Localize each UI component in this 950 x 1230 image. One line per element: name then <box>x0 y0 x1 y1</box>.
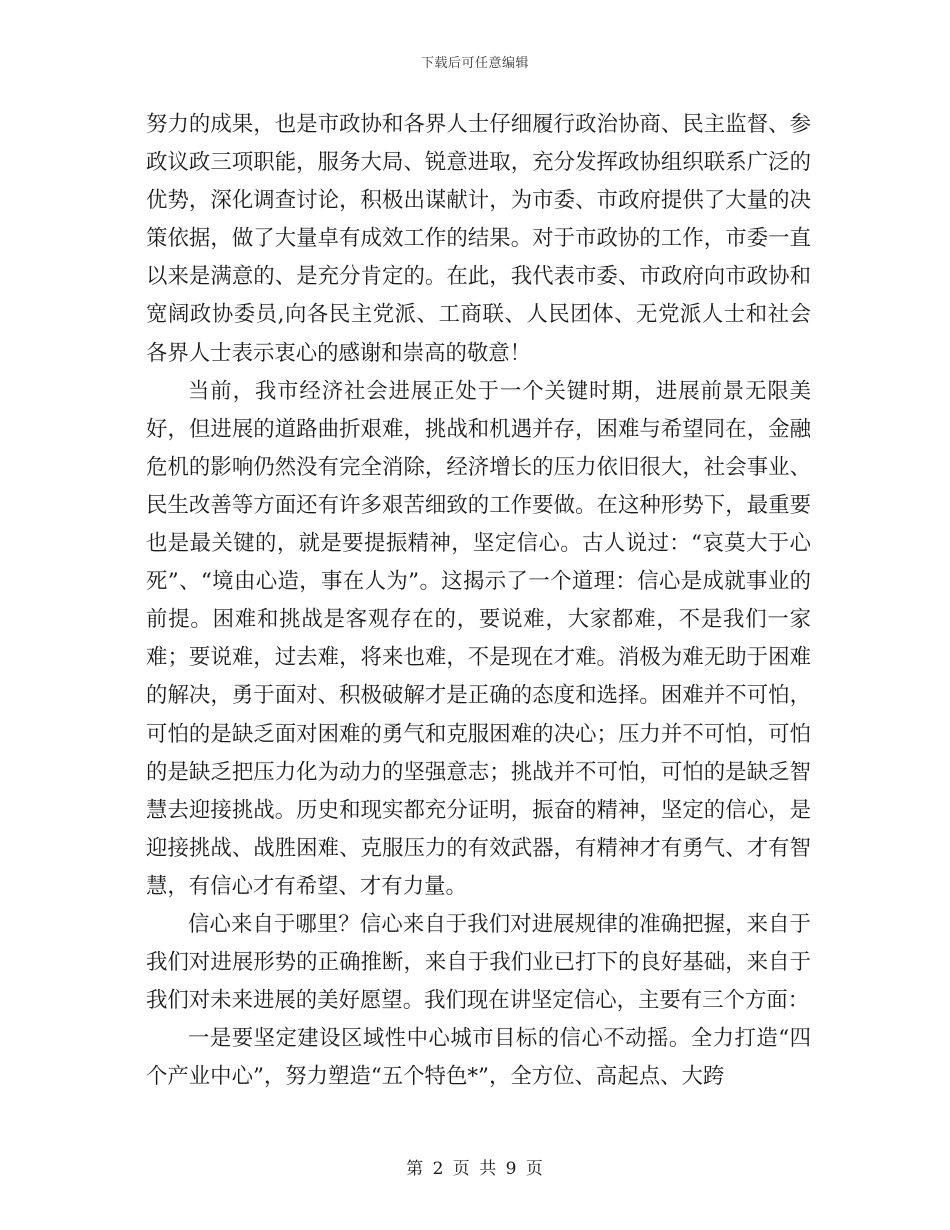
body-text <box>146 106 811 1096</box>
paragraph-2: 当前，我市经济社会进展正处于一个关键时期，进展前景无限美好，但进展的道路曲折艰难，挑战和机遇并存，困难与希望同在，金融危机的影响仍然没有完全消除，经济增长的压力依旧很大，社会事业、民生改善等方面还有许多艰苦细致的工作要做。在这种形势下，最重要也是最关键的，就是要提振精神，坚定信心。古人说过：“哀莫大于心死”、“境由心造，事在人为”。这揭示了一个道理：信心是成就事业的前提。困难和挑战是客观存在的，要说难，大家都难，不是我们一家难；要说难，过去难，将来也难，不是现在才难。消极为难无助于困难的解决，勇于面对、积极破解才是正确的态度和选择。困难并不可怕，可怕的是缺乏面对困难的勇气和克服困难的决心；压力并不可怕，可怕的是缺乏把压力化为动力的坚强意志；挑战并不可怕，可怕的是缺乏智慧去迎接挑战。历史和现实都充分证明，振奋的精神，坚定的信心，是迎接挑战、战胜困难、克服压力的有效武器，有精神才有勇气、才有智慧，有信心才有希望、才有力量。 <box>146 378 811 899</box>
paragraph-4: 一是要坚定建设区域性中心城市目标的信心不动摇。全力打造“四个产业中心”，努力塑造“五个特色*”，全方位、高起点、大跨 <box>146 1026 811 1090</box>
paragraph-1: 努力的成果，也是市政协和各界人士仔细履行政治协商、民主监督、参政议政三项职能，服务大局、锐意进取，充分发挥政协组织联系广泛的优势，深化调查讨论，积极出谋献计，为市委、市政府提供了大量的决策依据，做了大量卓有成效工作的结果。对于市政协的工作，市委一直以来是满意的、是充分肯定的。在此，我代表市委、市政府向市政协和宽阔政协委员,向各民主党派、工商联、人民团体、无党派人士和社会各界人士表示衷心的感谢和崇高的敬意！ <box>146 112 811 366</box>
header-note: 下载后可任意编辑 <box>420 56 529 71</box>
page-number: 第 2 页 共 9 页 <box>406 1159 544 1179</box>
paragraph-3: 信心来自于哪里？信心来自于我们对进展规律的准确把握，来自于我们对进展形势的正确推断，来自于我们业已打下的良好基础，来自于我们对未来进展的美好愿望。我们现在讲坚定信心，主要有三个方面： <box>146 911 811 1014</box>
